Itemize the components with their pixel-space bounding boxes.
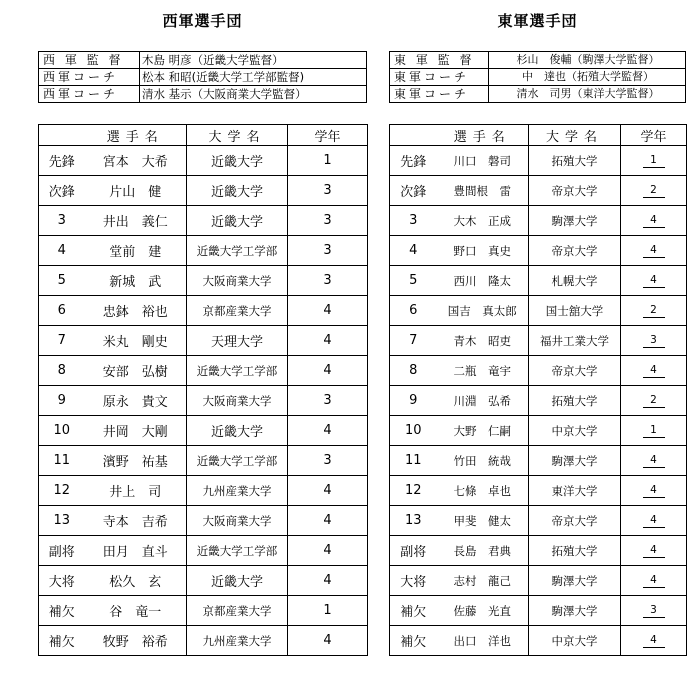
player-year xyxy=(621,536,687,566)
player-position: 4 xyxy=(39,236,85,266)
player-university: 近畿大学 xyxy=(187,206,288,236)
staff-row xyxy=(390,69,686,86)
staff-role: 東軍コーチ xyxy=(390,86,489,103)
player-year xyxy=(621,476,687,506)
player-row xyxy=(39,296,368,326)
player-year xyxy=(621,446,687,476)
staff-row xyxy=(39,52,367,69)
player-year: 4 xyxy=(288,626,368,656)
player-year xyxy=(621,296,687,326)
player-position: 8 xyxy=(390,356,437,386)
player-year xyxy=(621,326,687,356)
player-university: 九州産業大学 xyxy=(187,626,288,656)
player-position: 6 xyxy=(39,296,85,326)
player-year-value: 2 xyxy=(643,184,665,198)
east-team-title: 東軍選手団 xyxy=(497,12,578,30)
player-university: 札幌大学 xyxy=(529,266,621,296)
player-name: 忠鉢 裕也 xyxy=(85,296,187,326)
player-year-value: 2 xyxy=(643,394,665,408)
player-row xyxy=(39,626,368,656)
player-name: 原永 貴文 xyxy=(85,386,187,416)
staff-row xyxy=(39,86,367,103)
player-row xyxy=(39,536,368,566)
player-position: 12 xyxy=(390,476,437,506)
header-player-name: 選手名 xyxy=(85,125,187,146)
west-staff-table xyxy=(38,51,367,103)
player-university: 天理大学 xyxy=(187,326,288,356)
player-position: 7 xyxy=(390,326,437,356)
player-name: 二瓶 竜宇 xyxy=(437,356,529,386)
player-name: 川淵 弘希 xyxy=(437,386,529,416)
player-university: 帝京大学 xyxy=(529,356,621,386)
staff-role: 東 軍 監 督 xyxy=(390,52,489,69)
staff-name: 木島 明彦（近畿大学監督） xyxy=(140,52,367,69)
player-university: 帝京大学 xyxy=(529,236,621,266)
player-position: 大将 xyxy=(390,566,437,596)
player-position: 10 xyxy=(390,416,437,446)
player-row xyxy=(390,476,687,506)
player-year xyxy=(621,176,687,206)
player-name: 牧野 裕希 xyxy=(85,626,187,656)
player-university: 中京大学 xyxy=(529,626,621,656)
player-position: 13 xyxy=(39,506,85,536)
player-university: 駒澤大学 xyxy=(529,566,621,596)
player-name: 松久 玄 xyxy=(85,566,187,596)
player-year-value: 4 xyxy=(643,214,665,228)
player-row xyxy=(390,356,687,386)
player-row xyxy=(390,296,687,326)
player-year xyxy=(621,416,687,446)
staff-role: 西 軍 監 督 xyxy=(39,52,140,69)
west-roster-header xyxy=(39,125,368,146)
player-position: 5 xyxy=(39,266,85,296)
player-year-value: 4 xyxy=(643,364,665,378)
player-name: 寺本 吉希 xyxy=(85,506,187,536)
staff-role: 西軍コーチ xyxy=(39,69,140,86)
staff-name: 中 達也（拓殖大学監督） xyxy=(489,69,686,86)
player-row xyxy=(390,506,687,536)
player-position: 7 xyxy=(39,326,85,356)
player-university: 大阪商業大学 xyxy=(187,266,288,296)
west-team-title: 西軍選手団 xyxy=(162,12,243,30)
player-university: 東洋大学 xyxy=(529,476,621,506)
player-row xyxy=(390,626,687,656)
player-year-value: 3 xyxy=(643,604,665,618)
player-row xyxy=(39,146,368,176)
player-university: 拓殖大学 xyxy=(529,146,621,176)
player-row xyxy=(390,566,687,596)
player-row xyxy=(390,386,687,416)
staff-row xyxy=(390,52,686,69)
player-position: 先鋒 xyxy=(390,146,437,176)
player-year: 3 xyxy=(288,206,368,236)
player-year xyxy=(621,146,687,176)
player-year: 3 xyxy=(288,266,368,296)
staff-name: 清水 基示（大阪商業大学監督） xyxy=(140,86,367,103)
player-year-value: 3 xyxy=(643,334,665,348)
player-name: 宮本 大希 xyxy=(85,146,187,176)
player-year: 3 xyxy=(288,176,368,206)
player-year-value: 4 xyxy=(643,514,665,528)
west-roster-table xyxy=(38,124,368,656)
header-position xyxy=(390,125,437,146)
player-position: 補欠 xyxy=(390,596,437,626)
player-year: 4 xyxy=(288,536,368,566)
player-row xyxy=(390,236,687,266)
player-name: 甲斐 健太 xyxy=(437,506,529,536)
player-name: 片山 健 xyxy=(85,176,187,206)
staff-role: 西軍コーチ xyxy=(39,86,140,103)
player-year: 4 xyxy=(288,356,368,386)
player-name: 大野 仁嗣 xyxy=(437,416,529,446)
player-row xyxy=(39,446,368,476)
player-name: 豊間根 雷 xyxy=(437,176,529,206)
staff-name: 松本 和昭(近畿大学工学部監督) xyxy=(140,69,367,86)
player-name: 西川 隆太 xyxy=(437,266,529,296)
player-university: 福井工業大学 xyxy=(529,326,621,356)
player-name: 川口 磐司 xyxy=(437,146,529,176)
player-position: 先鋒 xyxy=(39,146,85,176)
player-row xyxy=(390,446,687,476)
player-row xyxy=(390,266,687,296)
player-university: 近畿大学工学部 xyxy=(187,446,288,476)
player-university: 帝京大学 xyxy=(529,176,621,206)
header-year: 学年 xyxy=(288,125,368,146)
player-year: 1 xyxy=(288,146,368,176)
player-position: 次鋒 xyxy=(390,176,437,206)
player-university: 京都産業大学 xyxy=(187,596,288,626)
player-year-value: 1 xyxy=(643,154,665,168)
player-position: 10 xyxy=(39,416,85,446)
player-university: 京都産業大学 xyxy=(187,296,288,326)
player-name: 安部 弘樹 xyxy=(85,356,187,386)
player-university: 国士舘大学 xyxy=(529,296,621,326)
player-name: 谷 竜一 xyxy=(85,596,187,626)
player-row xyxy=(390,206,687,236)
player-year: 4 xyxy=(288,416,368,446)
player-year-value: 4 xyxy=(643,634,665,648)
player-name: 青木 昭吏 xyxy=(437,326,529,356)
player-year: 3 xyxy=(288,386,368,416)
east-roster-header xyxy=(390,125,687,146)
player-year-value: 4 xyxy=(643,574,665,588)
staff-role: 東軍コーチ xyxy=(390,69,489,86)
player-position: 副将 xyxy=(39,536,85,566)
player-name: 長島 君典 xyxy=(437,536,529,566)
player-position: 3 xyxy=(39,206,85,236)
player-year xyxy=(621,356,687,386)
player-position: 大将 xyxy=(39,566,85,596)
player-row xyxy=(39,566,368,596)
player-row xyxy=(390,416,687,446)
player-name: 大木 正成 xyxy=(437,206,529,236)
player-year xyxy=(621,236,687,266)
player-row xyxy=(390,596,687,626)
player-year-value: 2 xyxy=(643,304,665,318)
player-year xyxy=(621,206,687,236)
player-year: 3 xyxy=(288,446,368,476)
header-university: 大学名 xyxy=(529,125,621,146)
east-roster-table xyxy=(389,124,687,656)
player-row xyxy=(39,206,368,236)
player-name: 井出 義仁 xyxy=(85,206,187,236)
player-row xyxy=(390,536,687,566)
player-year-value: 4 xyxy=(643,274,665,288)
player-name: 国吉 真太郎 xyxy=(437,296,529,326)
player-name: 井上 司 xyxy=(85,476,187,506)
player-row xyxy=(39,416,368,446)
staff-name: 杉山 俊輔（駒澤大学監督） xyxy=(489,52,686,69)
player-year xyxy=(621,266,687,296)
player-name: 田月 直斗 xyxy=(85,536,187,566)
staff-row xyxy=(390,86,686,103)
player-name: 井岡 大剛 xyxy=(85,416,187,446)
player-name: 濱野 祐基 xyxy=(85,446,187,476)
player-row xyxy=(390,146,687,176)
player-row xyxy=(39,596,368,626)
player-year: 4 xyxy=(288,296,368,326)
player-position: 次鋒 xyxy=(39,176,85,206)
player-year: 4 xyxy=(288,566,368,596)
player-year xyxy=(621,386,687,416)
player-name: 志村 龍己 xyxy=(437,566,529,596)
player-year-value: 4 xyxy=(643,454,665,468)
player-university: 近畿大学 xyxy=(187,566,288,596)
east-staff-table xyxy=(389,51,686,103)
player-row xyxy=(39,176,368,206)
player-position: 3 xyxy=(390,206,437,236)
player-position: 11 xyxy=(39,446,85,476)
player-university: 近畿大学工学部 xyxy=(187,536,288,566)
player-university: 帝京大学 xyxy=(529,506,621,536)
player-row xyxy=(39,506,368,536)
staff-row xyxy=(39,69,367,86)
player-row xyxy=(39,266,368,296)
player-year: 3 xyxy=(288,236,368,266)
player-university: 駒澤大学 xyxy=(529,446,621,476)
player-year xyxy=(621,626,687,656)
player-row xyxy=(390,176,687,206)
player-row xyxy=(390,326,687,356)
player-year: 1 xyxy=(288,596,368,626)
player-university: 大阪商業大学 xyxy=(187,506,288,536)
player-row xyxy=(39,476,368,506)
player-university: 近畿大学 xyxy=(187,146,288,176)
player-university: 近畿大学 xyxy=(187,416,288,446)
player-university: 拓殖大学 xyxy=(529,386,621,416)
player-year xyxy=(621,506,687,536)
player-row xyxy=(39,326,368,356)
player-name: 出口 洋也 xyxy=(437,626,529,656)
player-position: 9 xyxy=(39,386,85,416)
player-position: 4 xyxy=(390,236,437,266)
player-year: 4 xyxy=(288,506,368,536)
player-university: 拓殖大学 xyxy=(529,536,621,566)
header-university: 大学名 xyxy=(187,125,288,146)
player-row xyxy=(39,236,368,266)
player-university: 中京大学 xyxy=(529,416,621,446)
player-university: 九州産業大学 xyxy=(187,476,288,506)
player-university: 近畿大学工学部 xyxy=(187,356,288,386)
player-name: 野口 真史 xyxy=(437,236,529,266)
player-position: 9 xyxy=(390,386,437,416)
player-year-value: 4 xyxy=(643,484,665,498)
player-name: 堂前 建 xyxy=(85,236,187,266)
header-year: 学年 xyxy=(621,125,687,146)
player-name: 竹田 統哉 xyxy=(437,446,529,476)
player-position: 11 xyxy=(390,446,437,476)
player-name: 七條 卓也 xyxy=(437,476,529,506)
player-university: 駒澤大学 xyxy=(529,206,621,236)
player-university: 近畿大学 xyxy=(187,176,288,206)
player-university: 駒澤大学 xyxy=(529,596,621,626)
player-position: 12 xyxy=(39,476,85,506)
player-row xyxy=(39,356,368,386)
player-year: 4 xyxy=(288,326,368,356)
player-position: 5 xyxy=(390,266,437,296)
player-year xyxy=(621,566,687,596)
player-position: 8 xyxy=(39,356,85,386)
player-position: 補欠 xyxy=(39,626,85,656)
player-name: 佐藤 光直 xyxy=(437,596,529,626)
header-position xyxy=(39,125,85,146)
player-position: 6 xyxy=(390,296,437,326)
player-university: 大阪商業大学 xyxy=(187,386,288,416)
player-position: 補欠 xyxy=(390,626,437,656)
player-position: 13 xyxy=(390,506,437,536)
player-year: 4 xyxy=(288,476,368,506)
player-name: 新城 武 xyxy=(85,266,187,296)
player-position: 補欠 xyxy=(39,596,85,626)
player-year-value: 1 xyxy=(643,424,665,438)
player-row xyxy=(39,386,368,416)
player-year xyxy=(621,596,687,626)
player-year-value: 4 xyxy=(643,244,665,258)
player-name: 米丸 剛史 xyxy=(85,326,187,356)
player-university: 近畿大学工学部 xyxy=(187,236,288,266)
player-year-value: 4 xyxy=(643,544,665,558)
staff-name: 清水 司男（東洋大学監督） xyxy=(489,86,686,103)
header-player-name: 選手名 xyxy=(437,125,529,146)
player-position: 副将 xyxy=(390,536,437,566)
